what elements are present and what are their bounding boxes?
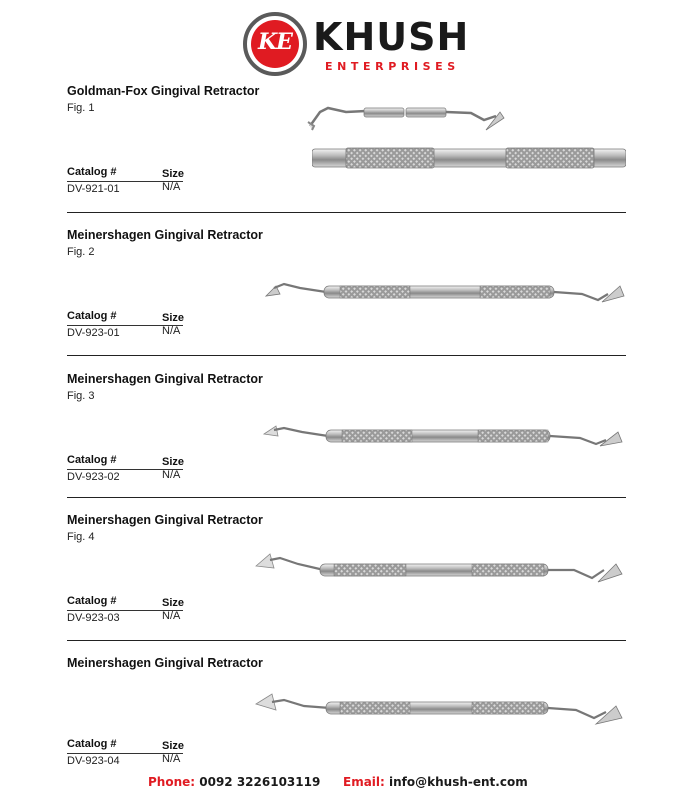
section-divider (67, 640, 626, 641)
email-address[interactable]: info@khush-ent.com (389, 775, 528, 789)
brand-subtitle: ENTERPRISES (325, 60, 460, 73)
size-value: N/A (162, 610, 181, 622)
catalog-number: DV-923-01 (67, 327, 120, 339)
size-header: Size (162, 312, 185, 324)
instrument-image (262, 420, 626, 454)
catalog-number: DV-923-04 (67, 755, 120, 767)
size-header: Size (162, 456, 185, 468)
instrument-image (264, 276, 628, 310)
product-title: Meinershagen Gingival Retractor (67, 372, 263, 386)
catalog-header: Catalog # (67, 454, 117, 466)
catalog-number: DV-923-02 (67, 471, 120, 483)
size-value: N/A (162, 325, 181, 337)
size-value: N/A (162, 469, 181, 481)
product-title: Meinershagen Gingival Retractor (67, 513, 263, 527)
catalog-number: DV-923-03 (67, 612, 120, 624)
section-divider (67, 355, 626, 356)
section-divider (67, 212, 626, 213)
size-value: N/A (162, 181, 181, 193)
brand-logo (243, 10, 470, 78)
figure-label: Fig. 4 (67, 531, 95, 543)
product-title: Goldman-Fox Gingival Retractor (67, 84, 260, 98)
figure-label: Fig. 1 (67, 102, 95, 114)
section-divider (67, 497, 626, 498)
figure-label: Fig. 2 (67, 246, 95, 258)
size-header: Size (162, 597, 185, 609)
phone-number[interactable]: 0092 3226103119 (199, 775, 321, 789)
size-header: Size (162, 740, 185, 752)
brand-name: KHUSH (313, 15, 470, 59)
logo-emblem (243, 12, 307, 76)
catalog-header: Catalog # (67, 595, 117, 607)
instrument-tip-detail-image (306, 100, 506, 136)
phone-line (148, 775, 320, 789)
instrument-handle-image (312, 146, 626, 170)
phone-label: Phone: (148, 775, 196, 789)
instrument-image (254, 550, 626, 586)
product-title: Meinershagen Gingival Retractor (67, 656, 263, 670)
logo-mark: KE (258, 29, 292, 55)
catalog-header: Catalog # (67, 310, 117, 322)
email-line (343, 775, 528, 789)
size-value: N/A (162, 753, 181, 765)
instrument-image (254, 690, 626, 730)
catalog-header: Catalog # (67, 738, 117, 750)
product-title: Meinershagen Gingival Retractor (67, 228, 263, 242)
catalog-header: Catalog # (67, 166, 117, 178)
figure-label: Fig. 3 (67, 390, 95, 402)
email-label: Email: (343, 775, 385, 789)
size-header: Size (162, 168, 185, 180)
catalog-number: DV-921-01 (67, 183, 120, 195)
